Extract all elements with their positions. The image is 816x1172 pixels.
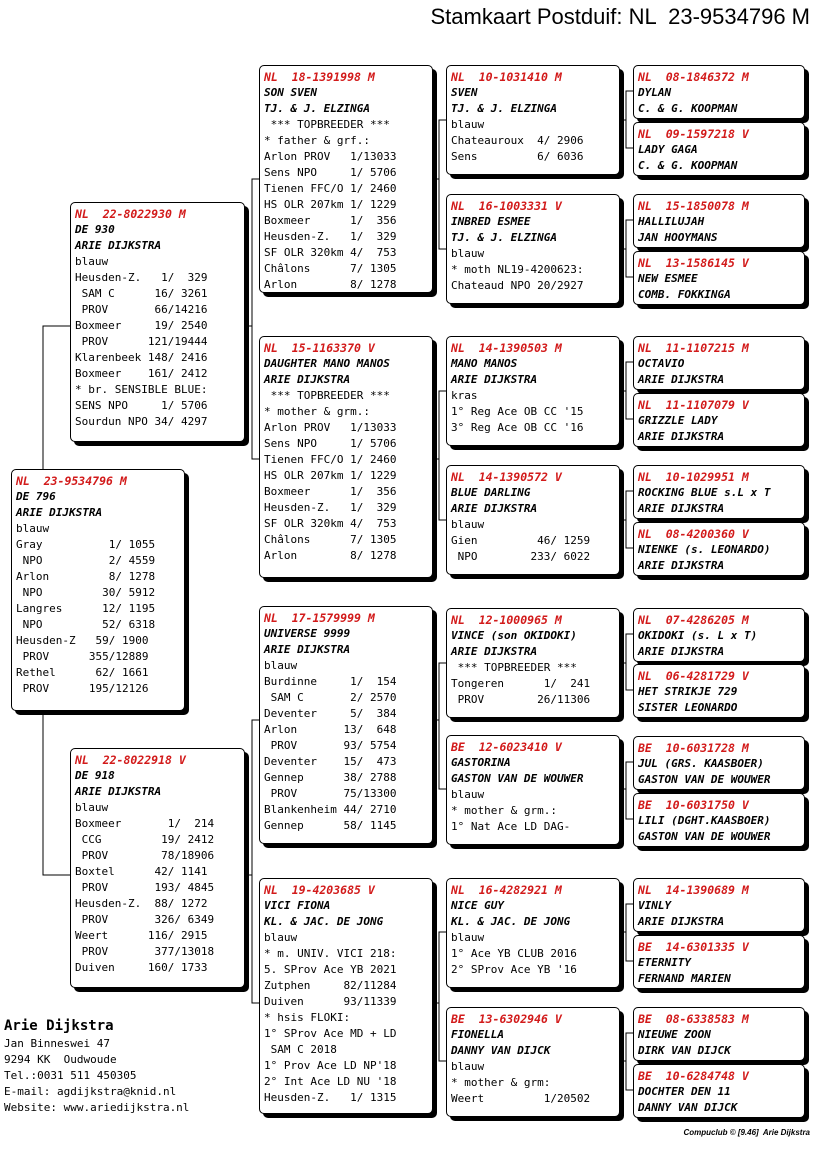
grandfather-maternal-card[interactable] [259, 606, 433, 844]
info-line: 5. SProv Ace YB 2021 [264, 963, 397, 976]
ring-number: BE 14-6301335 V [638, 940, 749, 954]
info-line: Duiven 160/ 1733 [75, 961, 208, 974]
info-line: Arlon PROV 1/13033 [264, 421, 397, 434]
info-line: Deventer 15/ 473 [264, 755, 397, 768]
pigeon-name: MANO MANOS [451, 357, 518, 370]
pigeon-name: BLUE DARLING [451, 486, 531, 499]
ring-number: BE 10-6284748 V [638, 1069, 749, 1083]
info-line: SAM C 2018 [264, 1043, 337, 1056]
info-line: Arlon 8/ 1278 [16, 570, 156, 583]
breeder-name: Arie Dijkstra [4, 1018, 114, 1034]
breeder-name: ARIE DIJKSTRA [451, 502, 538, 515]
info-line: Sourdun NPO 34/ 4297 [75, 415, 208, 428]
ancestor-card-g7[interactable] [633, 465, 805, 519]
ring-number: NL 22-8022930 M [75, 207, 186, 221]
info-line: PROV 78/18906 [75, 849, 215, 862]
breeder-name: ARIE DIJKSTRA [451, 373, 538, 386]
breeder-name: ARIE DIJKSTRA [16, 506, 103, 519]
info-line: blauw [16, 522, 50, 535]
ancestor-card-g11[interactable] [633, 736, 805, 790]
ring-number: NL 07-4286205 M [638, 613, 749, 627]
info-line: Boxmeer 161/ 2412 [75, 367, 208, 380]
info-line: SAM C 2/ 2570 [264, 691, 397, 704]
pigeon-name: VICI FIONA [264, 899, 331, 912]
info-line: Arlon 13/ 648 [264, 723, 397, 736]
info-line: Chateauroux 4/ 2906 [451, 134, 584, 147]
ancestor-card-mmf[interactable] [446, 878, 620, 988]
ring-number: BE 13-6302946 V [451, 1012, 562, 1026]
ring-number: NL 17-1579999 M [264, 611, 375, 625]
info-line: PROV 195/12126 [16, 682, 149, 695]
info-line: PROV 193/ 4845 [75, 881, 215, 894]
pigeon-name: UNIVERSE 9999 [264, 627, 351, 640]
ring-number: NL 08-4200360 V [638, 527, 749, 541]
info-line: Tongeren 1/ 241 [451, 677, 591, 690]
breeder-name: GASTON VAN DE WOUWER [451, 772, 584, 785]
info-line: Sens NPO 1/ 5706 [264, 437, 397, 450]
pigeon-name: GRIZZLE LADY [638, 414, 718, 427]
pigeon-name: NICE GUY [451, 899, 504, 912]
breeder-name: ARIE DIJKSTRA [75, 785, 162, 798]
info-line: 2° SProv Ace YB '16 [451, 963, 577, 976]
page-title: Stamkaart Postduif: NL 23-9534796 M [430, 4, 810, 29]
info-line: Tienen FFC/O 1/ 2460 [264, 182, 397, 195]
info-line: blauw [451, 931, 485, 944]
info-line: 1° SProv Ace MD + LD [264, 1027, 397, 1040]
info-line: SAM C 16/ 3261 [75, 287, 208, 300]
info-line: Heusden-Z. 1/ 1315 [264, 1091, 397, 1104]
ancestor-card-fmf[interactable] [446, 336, 620, 446]
mother-card[interactable] [70, 748, 245, 988]
info-line: blauw [451, 247, 485, 260]
ring-number: NL 10-1029951 M [638, 470, 749, 484]
info-line: Klarenbeek 148/ 2416 [75, 351, 208, 364]
ancestor-card-g4[interactable] [633, 251, 805, 305]
ancestor-card-g10[interactable] [633, 664, 805, 718]
grandmother-paternal-card[interactable] [259, 336, 433, 578]
info-line: Burdinne 1/ 154 [264, 675, 397, 688]
breeder-name: ARIE DIJKSTRA [638, 645, 725, 658]
ring-number: BE 10-6031750 V [638, 798, 749, 812]
info-line: PROV 93/ 5754 [264, 739, 397, 752]
info-line: * moth NL19-4200623: [451, 263, 584, 276]
info-line: blauw [451, 788, 485, 801]
info-line: SF OLR 320km 4/ 753 [264, 517, 397, 530]
info-line: NPO 30/ 5912 [16, 586, 156, 599]
info-line: Heusden-Z. 1/ 329 [264, 230, 397, 243]
ancestor-card-g15[interactable] [633, 1007, 805, 1061]
breeder-name: FERNAND MARIEN [638, 972, 731, 985]
grandfather-paternal-card[interactable] [259, 65, 433, 293]
info-line: Boxmeer 19/ 2540 [75, 319, 208, 332]
breeder-name: SISTER LEONARDO [638, 701, 738, 714]
pigeon-name: HET STRIKJE 729 [638, 685, 738, 698]
info-line: Arlon PROV 1/13033 [264, 150, 397, 163]
ancestor-card-g9[interactable] [633, 608, 805, 662]
info-line: blauw [451, 118, 485, 131]
subject-pigeon-card[interactable] [11, 469, 185, 711]
ring-number: NL 16-1003331 V [451, 199, 562, 213]
info-line: 1° Prov Ace LD NP'18 [264, 1059, 397, 1072]
info-line: blauw [264, 659, 298, 672]
pigeon-name: LILI (DGHT.KAASBOER) [638, 814, 771, 827]
ring-number: NL 09-1597218 V [638, 127, 749, 141]
info-line: Sens 6/ 6036 [451, 150, 584, 163]
breeder-name: TJ. & J. ELZINGA [451, 231, 557, 244]
ancestor-card-ffm[interactable] [446, 194, 620, 304]
ancestor-card-mff[interactable] [446, 608, 620, 718]
breeder-name: KL. & JAC. DE JONG [451, 915, 571, 928]
ancestor-card-fmm[interactable] [446, 465, 620, 575]
ancestor-card-g6[interactable] [633, 393, 805, 447]
ring-number: NL 13-1586145 V [638, 256, 749, 270]
pigeon-name: DE 918 [75, 769, 115, 782]
info-line: 1° Nat Ace LD DAG- [451, 820, 571, 833]
breeder-name: ARIE DIJKSTRA [264, 643, 351, 656]
ring-number: NL 16-4282921 M [451, 883, 562, 897]
ancestor-card-fff[interactable] [446, 65, 620, 175]
ancestor-card-g3[interactable] [633, 194, 805, 248]
ring-number: NL 11-1107215 M [638, 341, 749, 355]
breeder-name: TJ. & J. ELZINGA [264, 102, 370, 115]
ancestor-card-g16[interactable] [633, 1064, 805, 1118]
info-line: SF OLR 320km 4/ 753 [264, 246, 397, 259]
pigeon-name: NIEUWE ZOON [638, 1028, 711, 1041]
info-line: Blankenheim 44/ 2710 [264, 803, 397, 816]
info-line: Arlon 8/ 1278 [264, 549, 397, 562]
ancestor-card-g1[interactable] [633, 65, 805, 119]
breeder-name: GASTON VAN DE WOUWER [638, 830, 771, 843]
ancestor-card-g2[interactable] [633, 122, 805, 176]
info-line: 3° Reg Ace OB CC '16 [451, 421, 584, 434]
breeder-name: DANNY VAN DIJCK [451, 1044, 551, 1057]
info-line: Deventer 5/ 384 [264, 707, 397, 720]
ring-number: NL 23-9534796 M [16, 474, 127, 488]
info-line: Weert 116/ 2915 [75, 929, 208, 942]
breeder-contact-block [4, 1016, 189, 1116]
info-line: Gien 46/ 1259 [451, 534, 591, 547]
pigeon-name: DYLAN [638, 86, 672, 99]
info-line: 1° Ace YB CLUB 2016 [451, 947, 577, 960]
breeder-name: ARIE DIJKSTRA [75, 239, 162, 252]
ring-number: NL 14-1390572 V [451, 470, 562, 484]
pigeon-name: OKIDOKI (s. L x T) [638, 629, 758, 642]
pigeon-name: DOCHTER DEN 11 [638, 1085, 731, 1098]
ring-number: NL 22-8022918 V [75, 753, 186, 767]
info-line: PROV 355/12889 [16, 650, 149, 663]
pigeon-name: SON SVEN [264, 86, 317, 99]
info-line: * mother & grm: [451, 1076, 551, 1089]
info-line: Heusden-Z 59/ 1900 [16, 634, 149, 647]
info-line: NPO 52/ 6318 [16, 618, 156, 631]
info-line: kras [451, 389, 478, 402]
info-line: blauw [75, 255, 109, 268]
ring-number: NL 19-4203685 V [264, 883, 375, 897]
breeder-name: JAN HOOYMANS [638, 231, 718, 244]
breeder-name: ARIE DIJKSTRA [638, 915, 725, 928]
pigeon-name: OCTAVIO [638, 357, 685, 370]
info-line: PROV 377/13018 [75, 945, 215, 958]
pigeon-name: VINCE (son OKIDOKI) [451, 629, 577, 642]
info-line: Langres 12/ 1195 [16, 602, 156, 615]
info-line: blauw [451, 1060, 485, 1073]
info-line: CCG 19/ 2412 [75, 833, 215, 846]
info-line: * mother & grm.: [264, 405, 370, 418]
breeder-name: KL. & JAC. DE JONG [264, 915, 384, 928]
ancestor-card-g13[interactable] [633, 878, 805, 932]
pigeon-name: DAUGHTER MANO MANOS [264, 357, 390, 370]
info-line: HS OLR 207km 1/ 1229 [264, 469, 397, 482]
info-line: SENS NPO 1/ 5706 [75, 399, 208, 412]
info-line: Gray 1/ 1055 [16, 538, 156, 551]
info-line: Tienen FFC/O 1/ 2460 [264, 453, 397, 466]
info-line: HS OLR 207km 1/ 1229 [264, 198, 397, 211]
info-line: 1° Reg Ace OB CC '15 [451, 405, 584, 418]
info-line: *** TOPBREEDER *** [264, 389, 390, 402]
ring-number: BE 10-6031728 M [638, 741, 749, 755]
info-line: Rethel 62/ 1661 [16, 666, 149, 679]
ring-number: NL 06-4281729 V [638, 669, 749, 683]
pigeon-name: DE 796 [16, 490, 56, 503]
footer-credit: Compuclub © [9.46] Arie Dijkstra [683, 1128, 810, 1137]
ring-number: BE 12-6023410 V [451, 740, 562, 754]
pigeon-name: NIENKE (s. LEONARDO) [638, 543, 771, 556]
ancestor-card-g8[interactable] [633, 522, 805, 576]
info-line: Duiven 93/11339 [264, 995, 397, 1008]
info-line: * father & grf.: [264, 134, 370, 147]
pigeon-name: ETERNITY [638, 956, 691, 969]
info-line: PROV 26/11306 [451, 693, 591, 706]
ancestor-card-g14[interactable] [633, 935, 805, 989]
pigeon-name: VINLY [638, 899, 672, 912]
breeder-name: ARIE DIJKSTRA [264, 373, 351, 386]
info-line: Châlons 7/ 1305 [264, 262, 397, 275]
ring-number: NL 11-1107079 V [638, 398, 749, 412]
pigeon-name: HALLILUJAH [638, 215, 705, 228]
info-line: Boxmeer 1/ 356 [264, 214, 397, 227]
pigeon-name: DE 930 [75, 223, 115, 236]
ring-number: NL 08-1846372 M [638, 70, 749, 84]
info-line: *** TOPBREEDER *** [264, 118, 390, 131]
info-line: blauw [75, 801, 109, 814]
pigeon-name: INBRED ESMEE [451, 215, 531, 228]
pigeon-name: FIONELLA [451, 1028, 504, 1041]
info-line: * hsis FLOKI: [264, 1011, 351, 1024]
pigeon-name: GASTORINA [451, 756, 511, 769]
info-line: PROV 121/19444 [75, 335, 208, 348]
breeder-email[interactable]: E-mail: agdijkstra@knid.nl [4, 1085, 177, 1098]
father-card[interactable] [70, 202, 245, 442]
info-line: Heusden-Z. 1/ 329 [264, 501, 397, 514]
breeder-phone: Tel.:0031 511 450305 [4, 1069, 137, 1082]
info-line: Weert 1/20502 [451, 1092, 591, 1105]
ancestor-card-mfm[interactable] [446, 735, 620, 845]
ancestor-card-g12[interactable] [633, 793, 805, 847]
ring-number: NL 15-1850078 M [638, 199, 749, 213]
info-line: * mother & grm.: [451, 804, 557, 817]
ancestor-card-mmm[interactable] [446, 1007, 620, 1117]
info-line: Heusden-Z. 1/ 329 [75, 271, 208, 284]
pigeon-name: SVEN [451, 86, 478, 99]
info-line: Gennep 38/ 2788 [264, 771, 397, 784]
breeder-name: DIRK VAN DIJCK [638, 1044, 731, 1057]
info-line: * br. SENSIBLE BLUE: [75, 383, 208, 396]
breeder-name: ARIE DIJKSTRA [638, 559, 725, 572]
info-line: 2° Int Ace LD NU '18 [264, 1075, 397, 1088]
breeder-name: C. & G. KOOPMAN [638, 102, 738, 115]
breeder-name: ARIE DIJKSTRA [638, 373, 725, 386]
breeder-name: COMB. FOKKINGA [638, 288, 731, 301]
info-line: PROV 326/ 6349 [75, 913, 215, 926]
info-line: Boxmeer 1/ 356 [264, 485, 397, 498]
info-line: blauw [264, 931, 298, 944]
pigeon-name: LADY GAGA [638, 143, 698, 156]
ring-number: NL 12-1000965 M [451, 613, 562, 627]
info-line: Gennep 58/ 1145 [264, 819, 397, 832]
breeder-website[interactable]: Website: www.ariedijkstra.nl [4, 1101, 190, 1114]
ring-number: NL 14-1390503 M [451, 341, 562, 355]
ring-number: NL 18-1391998 M [264, 70, 375, 84]
ring-number: NL 14-1390689 M [638, 883, 749, 897]
ancestor-card-g5[interactable] [633, 336, 805, 390]
info-line: PROV 66/14216 [75, 303, 208, 316]
info-line: Boxmeer 1/ 214 [75, 817, 215, 830]
info-line: Arlon 8/ 1278 [264, 278, 397, 291]
grandmother-maternal-card[interactable] [259, 878, 433, 1114]
info-line: Heusden-Z. 88/ 1272 [75, 897, 208, 910]
info-line: Sens NPO 1/ 5706 [264, 166, 397, 179]
info-line: Boxtel 42/ 1141 [75, 865, 208, 878]
breeder-address: Jan Binneswei 47 [4, 1037, 110, 1050]
pigeon-name: JUL (GRS. KAASBOER) [638, 757, 764, 770]
breeder-name: C. & G. KOOPMAN [638, 159, 738, 172]
info-line: blauw [451, 518, 485, 531]
info-line: Chateaud NPO 20/2927 [451, 279, 584, 292]
info-line: NPO 233/ 6022 [451, 550, 591, 563]
info-line: PROV 75/13300 [264, 787, 397, 800]
breeder-name: TJ. & J. ELZINGA [451, 102, 557, 115]
ring-number: BE 08-6338583 M [638, 1012, 749, 1026]
info-line: * m. UNIV. VICI 218: [264, 947, 397, 960]
info-line: Châlons 7/ 1305 [264, 533, 397, 546]
ring-number: NL 10-1031410 M [451, 70, 562, 84]
breeder-name: ARIE DIJKSTRA [638, 502, 725, 515]
breeder-name: ARIE DIJKSTRA [638, 430, 725, 443]
info-line: *** TOPBREEDER *** [451, 661, 577, 674]
breeder-city: 9294 KK Oudwoude [4, 1053, 117, 1066]
breeder-name: GASTON VAN DE WOUWER [638, 773, 771, 786]
pigeon-name: NEW ESMEE [638, 272, 698, 285]
breeder-name: DANNY VAN DIJCK [638, 1101, 738, 1114]
ring-number: NL 15-1163370 V [264, 341, 375, 355]
pigeon-name: ROCKING BLUE s.L x T [638, 486, 771, 499]
breeder-name: ARIE DIJKSTRA [451, 645, 538, 658]
info-line: NPO 2/ 4559 [16, 554, 156, 567]
info-line: Zutphen 82/11284 [264, 979, 397, 992]
